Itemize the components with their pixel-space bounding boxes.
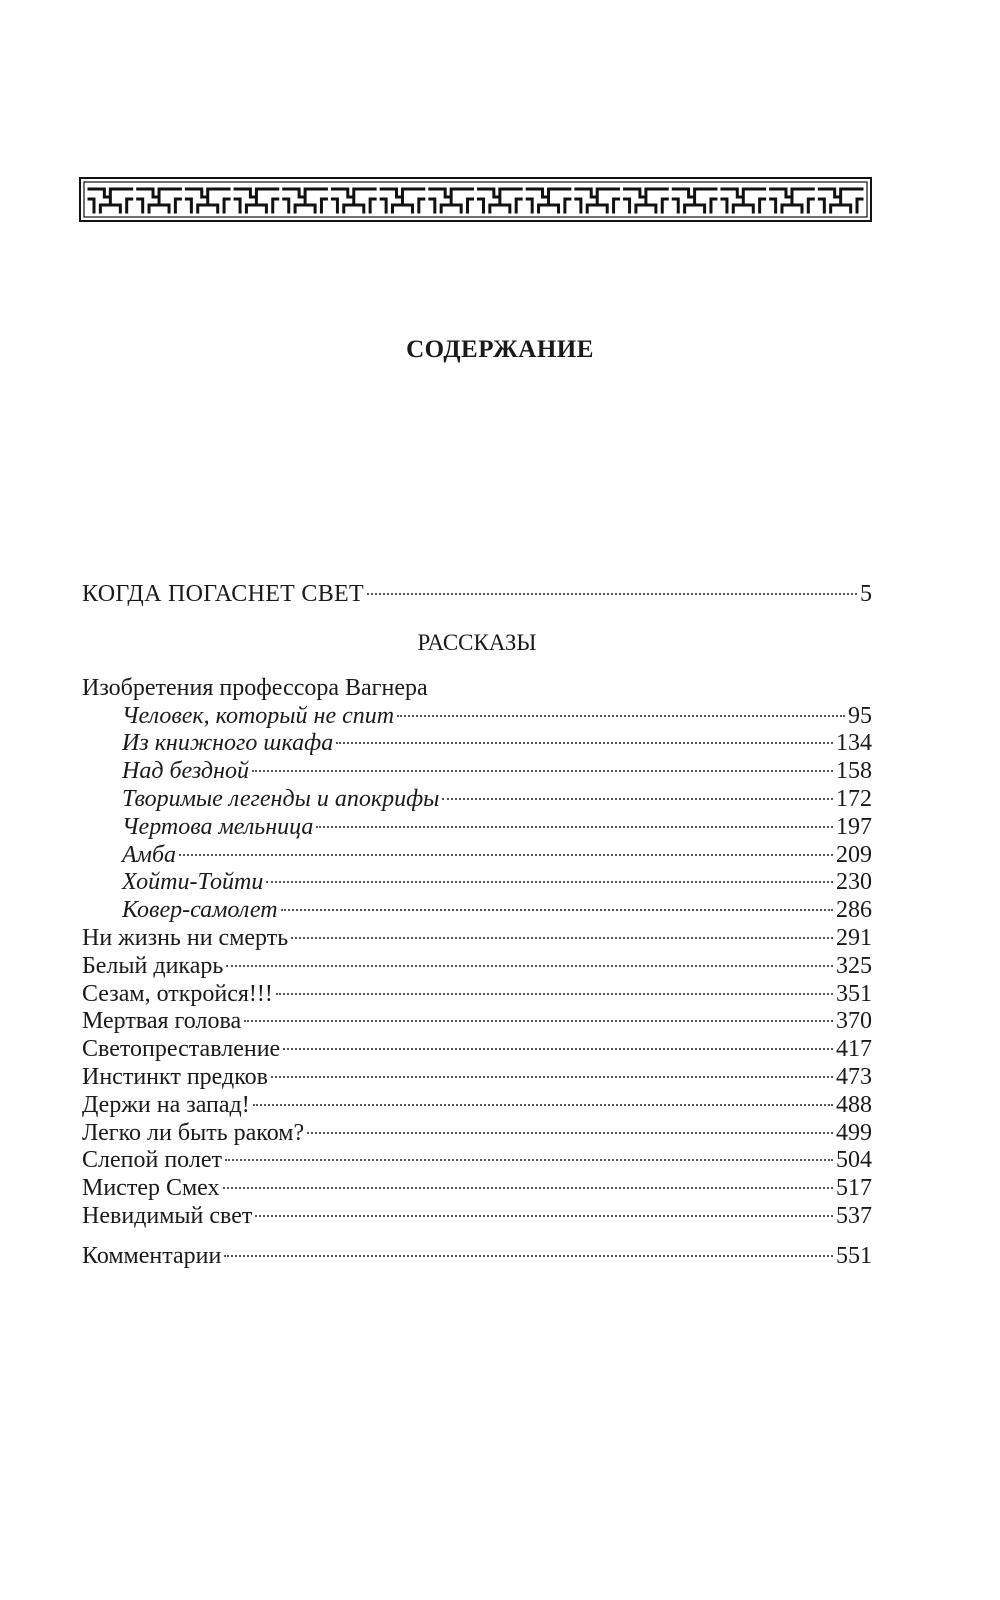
toc-entry-label: Инстинкт предков — [82, 1063, 268, 1090]
toc-entry-page: 5 — [860, 581, 872, 607]
toc-entry-label: Мистер Смех — [82, 1175, 220, 1202]
toc-entry-label: Мертвая голова — [82, 1008, 242, 1035]
table-of-contents — [82, 581, 872, 1271]
sub-entries-list — [82, 703, 872, 925]
toc-entry-page: 134 — [836, 730, 872, 757]
dot-leader — [291, 937, 833, 939]
toc-entry[interactable] — [82, 730, 872, 758]
toc-entry-label: Комментарии — [82, 1242, 222, 1269]
ornament-motif — [138, 189, 181, 212]
toc-entry-label: Легко ли быть раком? — [82, 1119, 305, 1146]
dot-leader — [252, 770, 833, 772]
ornament-motif — [527, 189, 570, 212]
ornament-motif — [479, 189, 522, 212]
toc-entry[interactable] — [82, 1203, 872, 1231]
toc-entry[interactable] — [82, 925, 872, 953]
toc-entry[interactable] — [82, 703, 872, 731]
toc-entry-page: 504 — [836, 1147, 872, 1174]
ornament-motif — [576, 189, 619, 212]
dot-leader — [266, 881, 833, 883]
ornament-motif — [186, 189, 229, 212]
toc-entry-label: Человек, который не спит — [122, 702, 395, 729]
toc-entry-label: Ни жизнь ни смерть — [82, 924, 289, 951]
toc-entry[interactable] — [82, 786, 872, 814]
toc-entry-page: 488 — [836, 1091, 872, 1118]
toc-entry[interactable] — [82, 1092, 872, 1120]
dot-leader — [225, 1159, 833, 1161]
entries-list — [82, 925, 872, 1231]
toc-entry-label: КОГДА ПОГАСНЕТ СВЕТ — [82, 581, 364, 607]
toc-entry-page: 325 — [836, 952, 872, 979]
ornament-motif — [673, 189, 716, 212]
toc-entry-page: 537 — [836, 1202, 872, 1229]
dot-leader — [281, 909, 833, 911]
toc-entry-label: Сезам, откройся!!! — [82, 980, 273, 1007]
toc-entry-label: Слепой полет — [82, 1147, 222, 1174]
ornament-motif — [284, 189, 327, 212]
toc-entry-page: 230 — [836, 869, 872, 896]
ornament-motif — [332, 189, 375, 212]
toc-entry-page: 209 — [836, 841, 872, 868]
ornamental-border — [79, 177, 872, 222]
dot-leader — [271, 1076, 833, 1078]
toc-entry[interactable] — [82, 1008, 872, 1036]
ornament-pattern — [79, 177, 872, 222]
toc-entry[interactable] — [82, 1120, 872, 1148]
toc-entry-label: Над бездной — [122, 758, 249, 785]
toc-entry-page: 370 — [836, 1008, 872, 1035]
toc-entry-label: Невидимый свет — [82, 1202, 253, 1229]
dot-leader — [336, 742, 833, 744]
toc-entry[interactable] — [82, 1147, 872, 1175]
toc-entry-page: 158 — [836, 758, 872, 785]
ornament-motif — [89, 189, 132, 212]
toc-entry[interactable] — [82, 758, 872, 786]
ornament-motif — [235, 189, 278, 212]
toc-entry[interactable] — [82, 981, 872, 1009]
toc-entry-page: 95 — [848, 702, 872, 729]
ornament-motif — [771, 189, 814, 212]
toc-entry-label: Творимые легенды и апокрифы — [122, 785, 440, 812]
dot-leader — [283, 1048, 833, 1050]
toc-entry[interactable] — [82, 953, 872, 981]
dot-leader — [226, 965, 833, 967]
toc-entry-label: Амба — [122, 841, 177, 868]
ornament-motif — [381, 189, 424, 212]
toc-entry-label: Хойти-Тойти — [122, 869, 264, 896]
toc-entry-label: Из книжного шкафа — [122, 730, 334, 757]
toc-entry-label: Держи на запад! — [82, 1091, 250, 1118]
toc-entry[interactable] — [82, 842, 872, 870]
ornament-motif — [819, 189, 862, 212]
toc-entry-label: Белый дикарь — [82, 952, 224, 979]
toc-entry-page: 473 — [836, 1063, 872, 1090]
dot-leader — [224, 1255, 833, 1257]
ornament-motif — [722, 189, 765, 212]
toc-entry-main[interactable] — [82, 581, 872, 609]
toc-entry[interactable] — [82, 1175, 872, 1203]
toc-entry-page: 286 — [836, 897, 872, 924]
toc-entry-page: 197 — [836, 813, 872, 840]
toc-entry-page: 499 — [836, 1119, 872, 1146]
toc-entry-label: Ковер-самолет — [122, 897, 278, 924]
dot-leader — [307, 1132, 833, 1134]
toc-entry-page: 551 — [836, 1242, 872, 1269]
dot-leader — [255, 1215, 833, 1217]
group-heading: Изобретения профессора Вагнера — [82, 674, 428, 701]
dot-leader — [179, 854, 833, 856]
dot-leader — [367, 593, 857, 595]
toc-entry[interactable] — [82, 1064, 872, 1092]
dot-leader — [316, 826, 833, 828]
ornament-motif — [625, 189, 668, 212]
toc-entry[interactable] — [82, 814, 872, 842]
section-title: РАССКАЗЫ — [417, 629, 537, 655]
dot-leader — [223, 1187, 833, 1189]
dot-leader — [276, 993, 833, 995]
ornament-motif — [430, 189, 473, 212]
toc-entry-page: 517 — [836, 1175, 872, 1202]
toc-entry-commentary[interactable] — [82, 1243, 872, 1271]
dot-leader — [397, 715, 845, 717]
page-title: СОДЕРЖАНИЕ — [406, 336, 594, 363]
toc-entry-label: Чертова мельница — [122, 813, 314, 840]
toc-entry-page: 172 — [836, 785, 872, 812]
dot-leader — [253, 1104, 833, 1106]
toc-entry[interactable] — [82, 869, 872, 897]
dot-leader — [244, 1020, 833, 1022]
toc-entry-page: 291 — [836, 924, 872, 951]
toc-entry[interactable] — [82, 897, 872, 925]
dot-leader — [442, 798, 833, 800]
toc-entry-page: 417 — [836, 1036, 872, 1063]
toc-entry[interactable] — [82, 1036, 872, 1064]
toc-entry-page: 351 — [836, 980, 872, 1007]
toc-entry-label: Светопреставление — [82, 1036, 281, 1063]
